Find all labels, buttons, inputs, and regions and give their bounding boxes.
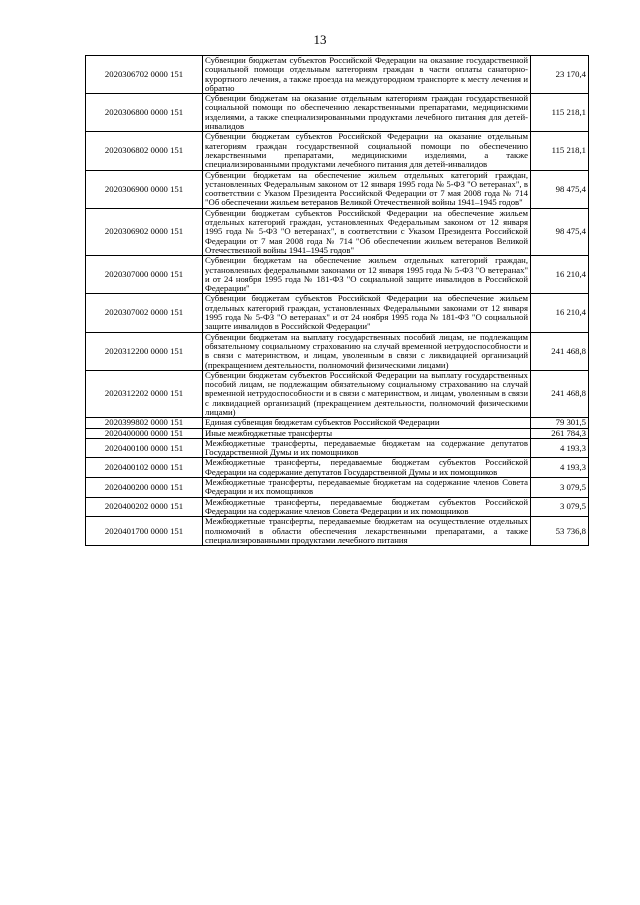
row-code: 2020400100 0000 151 [86, 438, 203, 458]
row-code: 2020401700 0000 151 [86, 517, 203, 546]
row-code: 2020307002 0000 151 [86, 294, 203, 332]
table-row [86, 370, 589, 417]
row-code: 2020312200 0000 151 [86, 332, 203, 370]
row-code: 2020306702 0000 151 [86, 56, 203, 94]
row-name: Межбюджетные трансферты, передаваемые бюджетам на содержание депутатов Государственной Думы и их помощников [203, 438, 531, 458]
row-amount: 115 218,1 [531, 94, 589, 132]
table-row [86, 418, 589, 428]
row-name: Субвенции бюджетам на оказание отдельным категориям граждан государственной социальной помощи по обеспечению лекарственными препаратами, медицинскими изделиями, а также специализированными продуктами лечебного питания для детей-инвалидов [203, 94, 531, 132]
row-amount: 241 468,8 [531, 332, 589, 370]
row-amount: 115 218,1 [531, 132, 589, 170]
table-row [86, 94, 589, 132]
row-amount: 16 210,4 [531, 256, 589, 294]
row-name: Межбюджетные трансферты, передаваемые бюджетам субъектов Российской Федерации на содержание членов Совета Федерации и их помощников [203, 497, 531, 517]
row-code: 2020400202 0000 151 [86, 497, 203, 517]
budget-table-body [86, 56, 589, 546]
budget-table [85, 55, 589, 546]
row-name: Субвенции бюджетам субъектов Российской Федерации на выплату государственных пособий лицам, не подлежащим обязательному социальному страхованию на случай временной нетрудоспособности и в связи с материнством, и лицам, уволенным в связи с ликвидацией организаций (прекращением деятельности, полномочий физическими лицами) [203, 370, 531, 417]
row-amount: 16 210,4 [531, 294, 589, 332]
row-name: Единая субвенция бюджетам субъектов Российской Федерации [203, 418, 531, 428]
page-number: 13 [313, 32, 327, 47]
row-name: Субвенции бюджетам на выплату государственных пособий лицам, не подлежащим обязательному социальному страхованию на случай временной нетрудоспособности и в связи с материнством, и лицам, уволенным в связи с ликвидацией организаций (прекращением деятельности, полномочий физическими лицами) [203, 332, 531, 370]
table-row [86, 458, 589, 478]
row-code: 2020400000 0000 151 [86, 428, 203, 438]
row-name: Субвенции бюджетам субъектов Российской Федерации на оказание отдельным категориям граждан государственной социальной помощи по обеспечению лекарственными препаратами, медицинскими изделиями, а также специализированными продуктами лечебного питания для детей-инвалидов [203, 132, 531, 170]
row-amount: 98 475,4 [531, 208, 589, 255]
row-code: 2020306900 0000 151 [86, 170, 203, 208]
row-code: 2020312202 0000 151 [86, 370, 203, 417]
row-code: 2020306802 0000 151 [86, 132, 203, 170]
row-code: 2020306902 0000 151 [86, 208, 203, 255]
row-code: 2020307000 0000 151 [86, 256, 203, 294]
row-amount: 261 784,3 [531, 428, 589, 438]
table-row [86, 332, 589, 370]
row-name: Межбюджетные трансферты, передаваемые бюджетам на содержание членов Совета Федерации и их помощников [203, 478, 531, 498]
table-row [86, 438, 589, 458]
row-code: 2020400200 0000 151 [86, 478, 203, 498]
row-name: Межбюджетные трансферты, передаваемые бюджетам субъектов Российской Федерации на содержание депутатов Государственной Думы и их помощников [203, 458, 531, 478]
row-amount: 98 475,4 [531, 170, 589, 208]
row-name: Субвенции бюджетам субъектов Российской Федерации на обеспечение жильем отдельных категорий граждан, установленных Федеральными законами от 12 января 1995 года № 5-ФЗ "О ветеранах" и от 24 ноября 1995 года № 181-ФЗ "О социальной защите инвалидов в Российской Федерации" [203, 294, 531, 332]
table-row [86, 208, 589, 255]
row-amount: 241 468,8 [531, 370, 589, 417]
row-code: 2020399802 0000 151 [86, 418, 203, 428]
row-amount: 23 170,4 [531, 56, 589, 94]
row-name: Субвенции бюджетам субъектов Российской Федерации на обеспечение жильем отдельных категорий граждан, установленных Федеральным законом от 12 января 1995 года № 5-ФЗ "О ветеранах", в соответствии с Указом Президента Российской Федерации от 7 мая 2008 года № 714 "Об обеспечении жильем ветеранов Великой Отечественной войны 1941–1945 годов" [203, 208, 531, 255]
table-row [86, 428, 589, 438]
row-name: Субвенции бюджетам субъектов Российской Федерации на оказание государственной социальной помощи отдельным категориям граждан в части оплаты санаторно-курортного лечения, а также проезда на междугородном транспорте к месту лечения и обратно [203, 56, 531, 94]
row-code: 2020400102 0000 151 [86, 458, 203, 478]
row-name: Иные межбюджетные трансферты [203, 428, 531, 438]
row-amount: 4 193,3 [531, 458, 589, 478]
table-row [86, 294, 589, 332]
row-code: 2020306800 0000 151 [86, 94, 203, 132]
row-name: Субвенции бюджетам на обеспечение жильем отдельных категорий граждан, установленных Федеральным законом от 12 января 1995 года № 5-ФЗ "О ветеранах", в соответствии с Указом Президента Российской Федерации от 7 мая 2008 года № 714 "Об обеспечении жильем ветеранов Великой Отечественной войны 1941–1945 годов" [203, 170, 531, 208]
table-row [86, 170, 589, 208]
row-amount: 53 736,8 [531, 517, 589, 546]
row-amount: 3 079,5 [531, 497, 589, 517]
row-amount: 3 079,5 [531, 478, 589, 498]
table-row [86, 478, 589, 498]
row-name: Межбюджетные трансферты, передаваемые бюджетам на осуществление отдельных полномочий в области обеспечения лекарственными препаратами, а также специализированными продуктами лечебного питания [203, 517, 531, 546]
table-row [86, 256, 589, 294]
row-amount: 4 193,3 [531, 438, 589, 458]
row-name: Субвенции бюджетам на обеспечение жильем отдельных категорий граждан, установленных федеральными законами от 12 января 1995 года № 5-ФЗ "О ветеранах" и от 24 ноября 1995 года № 181-ФЗ "О социальной защите инвалидов в Российской Федерации" [203, 256, 531, 294]
table-row [86, 132, 589, 170]
table-row [86, 517, 589, 546]
table-row [86, 56, 589, 94]
row-amount: 79 301,5 [531, 418, 589, 428]
table-row [86, 497, 589, 517]
